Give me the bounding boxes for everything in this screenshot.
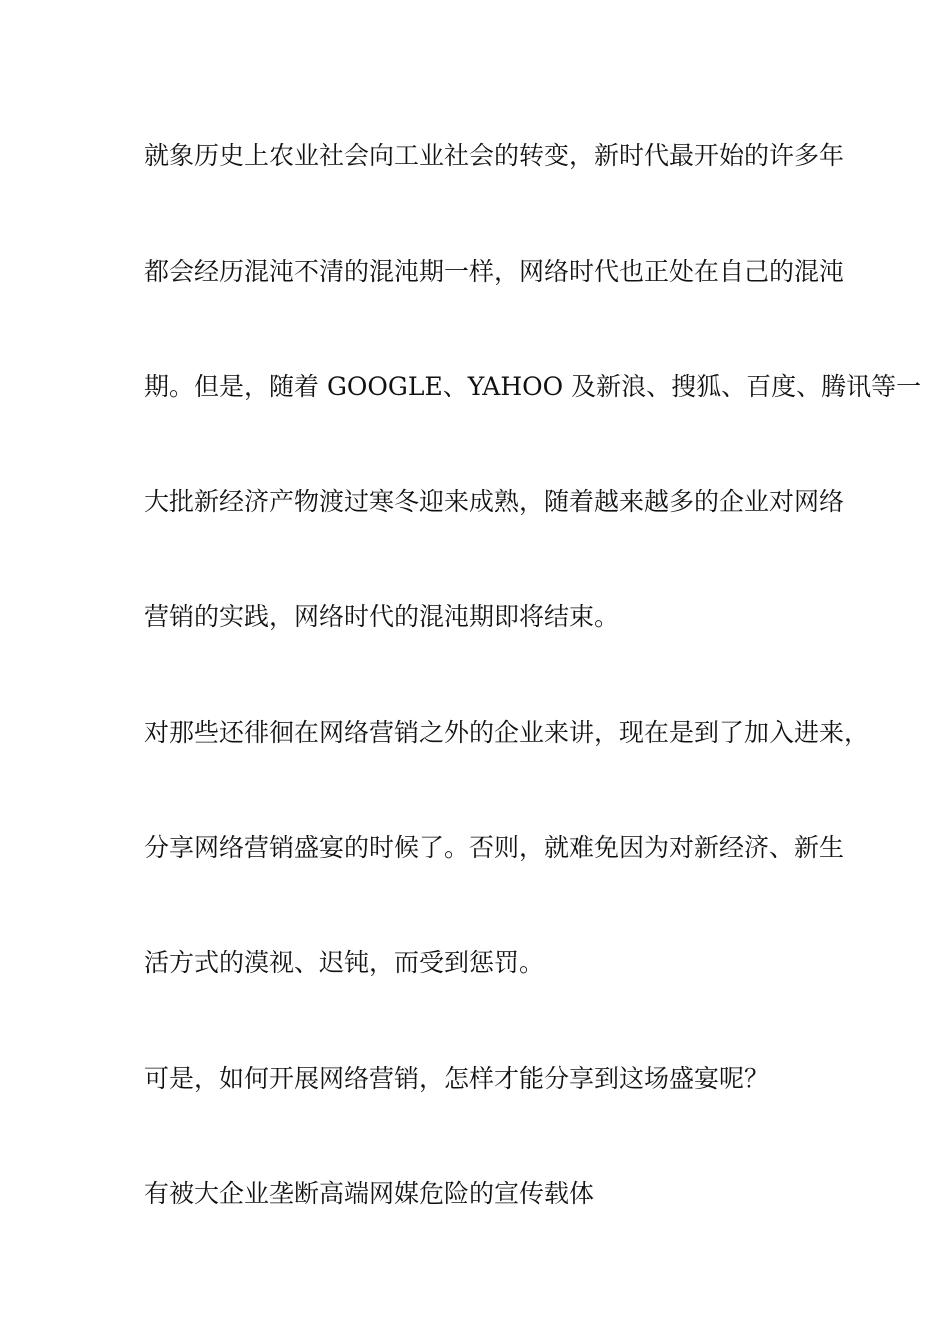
text-line: 就象历史上农业社会向工业社会的转变，新时代最开始的许多年 xyxy=(144,141,845,170)
text-line: 期。但是，随着 GOOGLE、YAHOO 及新浪、搜狐、百度、腾讯等一 xyxy=(144,372,922,401)
text-line: 活方式的漠视、迟钝，而受到惩罚。 xyxy=(144,948,545,977)
text-line: 大批新经济产物渡过寒冬迎来成熟，随着越来越多的企业对网络 xyxy=(144,487,845,516)
text-line: 分享网络营销盛宴的时候了。否则，就难免因为对新经济、新生 xyxy=(144,833,845,862)
text-line: 都会经历混沌不清的混沌期一样，网络时代也正处在自己的混沌 xyxy=(144,257,845,286)
text-line: 有被大企业垄断高端网媒危险的宣传载体 xyxy=(144,1179,595,1208)
text-line: 营销的实践，网络时代的混沌期即将结束。 xyxy=(144,602,620,631)
text-line: 可是，如何开展网络营销，怎样才能分享到这场盛宴呢？ xyxy=(144,1064,770,1093)
text-line: 对那些还徘徊在网络营销之外的企业来讲，现在是到了加入进来， xyxy=(144,718,870,747)
